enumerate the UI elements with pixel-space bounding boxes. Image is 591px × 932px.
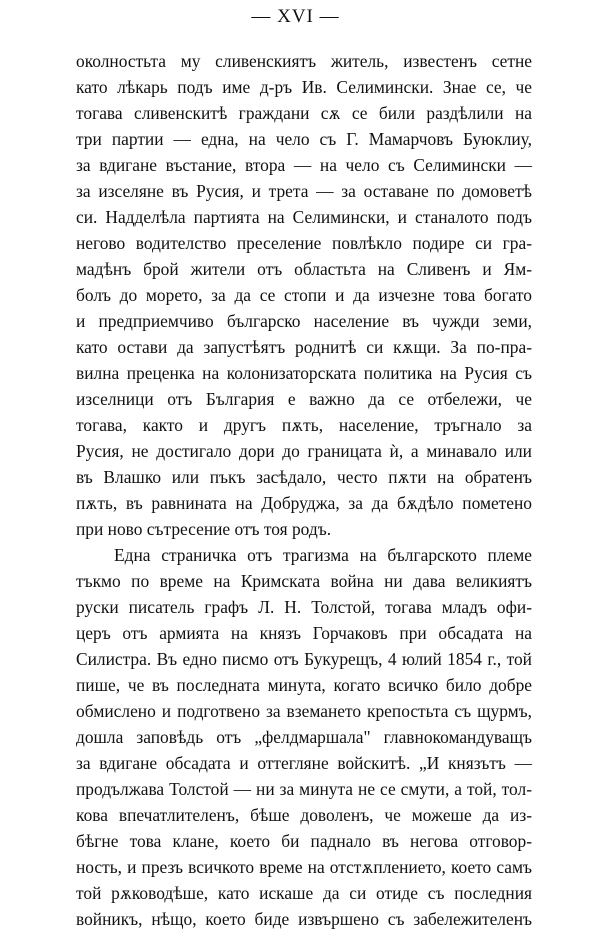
page-number: — XVI —: [251, 6, 340, 27]
text-line: и предприемчиво българско население въ чужди земи,: [76, 311, 532, 331]
text-line: руски писатель графъ Л. Н. Толстой, тогава младъ офи-: [76, 597, 532, 617]
text-line: въ Влашко или пъкъ засѣдало, често пѫти на обратенъ: [76, 467, 532, 487]
text-line: при ново сътресение отъ тоя родъ.: [76, 519, 332, 539]
text-line: бѣгне това клане, което би паднало въ негова отговор-: [76, 831, 532, 851]
text-line: дошла заповѣдь отъ „фелдмаршала" главнокомандуващъ: [76, 727, 532, 747]
text-line: продължава Толстой — ни за минута не се смути, а той, тол-: [76, 779, 532, 799]
text-line: като лѣкарь подъ име д-ръ Ив. Селимински. Знае се, че: [76, 77, 532, 97]
text-line: войникъ, нѣщо, което биде извършено съ забележителенъ: [76, 909, 532, 929]
text-line: болъ до морето, за да се стопи и да изчезне това богато: [76, 285, 532, 305]
text-line: пѫть, въ равнината на Добруджа, за да бѫдѣло пометено: [76, 493, 532, 513]
text-line: пише, че въ последната минута, когато всичко било добре: [76, 675, 532, 695]
text-line: тогава сливенскитѣ граждани сѫ се били раздѣлили на: [76, 103, 532, 123]
text-line: той рѫководѣше, като искаше да си отиде съ последния: [76, 883, 532, 903]
text-line: тогава, както и другъ пѫть, население, тръгнало за: [76, 415, 532, 435]
text-line: негово водителство преселение повлѣкло подире си гра-: [76, 233, 532, 253]
text-line: тъкмо по време на Кримската война ни дава великиятъ: [76, 571, 532, 591]
text-line: кова впечатлителенъ, бѣше доволенъ, че можеше да из-: [76, 805, 532, 825]
text-line: Силистра. Въ едно писмо отъ Букурещъ, 4 юлий 1854 г., той: [76, 649, 532, 669]
text-line: Русия, не достигало дори до границата ѝ, а минавало или: [76, 441, 532, 461]
text-line: обмислено и подготвено за вземането крепостьта съ щурмъ,: [76, 701, 532, 721]
paragraph-1: [76, 48, 532, 542]
text-line: за изселяне въ Русия, и трета — за оставане по домоветѣ: [76, 181, 532, 201]
text-line: вилна преценка на колонизаторската политика на Русия съ: [76, 363, 532, 383]
text-line: околностьта му сливенскиятъ житель, известенъ сетне: [76, 51, 532, 71]
text-line: ность, и презъ всичкото време на отстѫплението, което самъ: [76, 857, 532, 877]
text-line: церъ отъ армията на князъ Горчаковъ при обсадата на: [76, 623, 532, 643]
text-line: си. Надделѣла партията на Селимински, и станалото подъ: [76, 207, 532, 227]
body-text: [76, 48, 532, 932]
text-line: за вдигане обсадата и оттегляне войскитѣ. „И князътъ —: [76, 753, 532, 773]
text-line: три партии — една, на чело съ Г. Мамарчовъ Буюклиу,: [76, 129, 532, 149]
text-line: изселници отъ България е важно да се отбележи, че: [76, 389, 532, 409]
text-line: за вдигане въстание, втора — на чело съ Селимински —: [76, 155, 532, 175]
text-line: като остави да запустѣятъ роднитѣ си кѫщи. За по-пра-: [76, 337, 532, 357]
text-line: Една страничка отъ трагизма на българското племе: [114, 545, 532, 565]
text-line: мадѣнъ брой жители отъ областьта на Сливенъ и Ям-: [76, 259, 532, 279]
paragraph-2: [76, 542, 532, 932]
